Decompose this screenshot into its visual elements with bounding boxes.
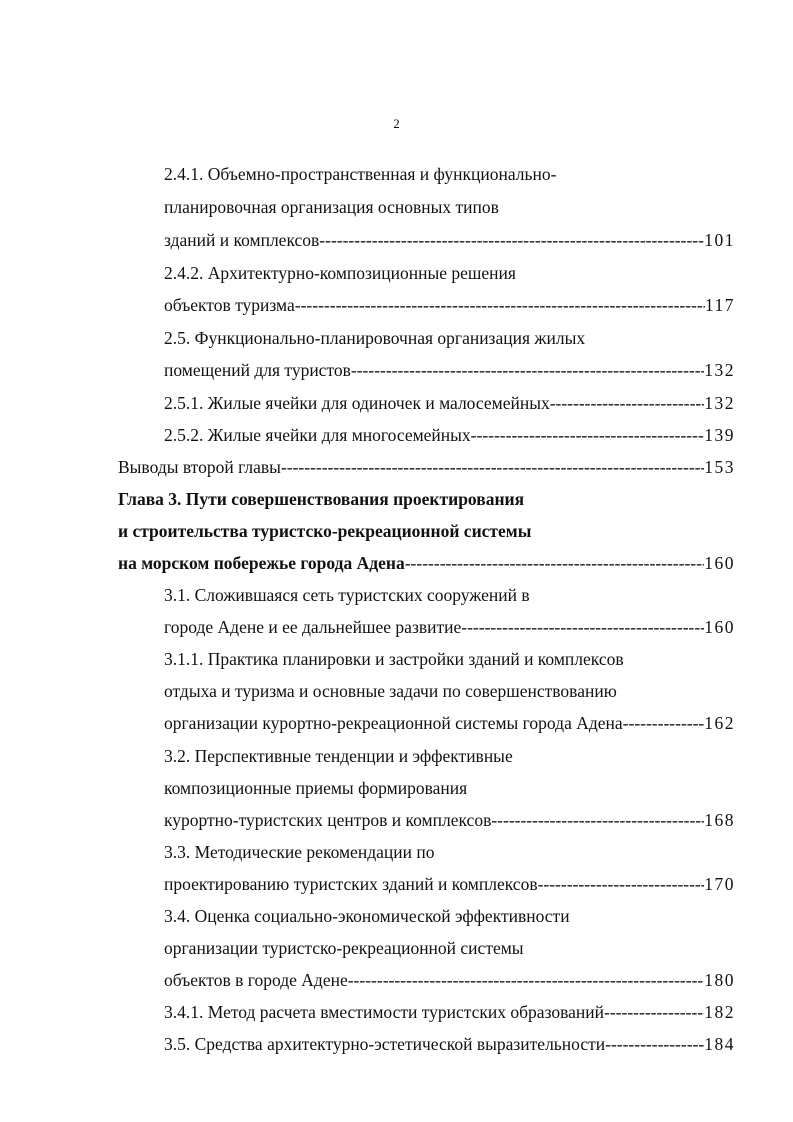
toc-entry-title: 3.1.1. Практика планировки и застройки зданий и комплексов [164, 649, 624, 669]
toc-page-number: 153 [704, 457, 735, 477]
toc-entry-title: отдыха и туризма и основные задачи по совершенствованию [164, 681, 617, 701]
toc-entry-title: 3.3. Методические рекомендации по [164, 842, 435, 862]
toc-leader [295, 292, 705, 318]
toc-entry-title: курортно-туристских центров и комплексов [164, 810, 492, 830]
toc-entry [164, 292, 735, 318]
toc-page-number: 168 [704, 810, 735, 830]
toc-entry-title: помещений для туристов [164, 360, 351, 380]
toc-entry [164, 1031, 735, 1057]
toc-entry [164, 422, 735, 448]
toc-entry-title: организации курортно-рекреационной системы города Адена [164, 713, 623, 733]
toc-page-number: 184 [704, 1034, 735, 1054]
toc-entry-title: 2.5.2. Жилые ячейки для многосемейных [164, 425, 471, 445]
toc-entry-title: Глава 3. Пути совершенствования проектирования [118, 489, 525, 509]
toc-entry-title: объектов туризма [164, 295, 295, 315]
toc-page-number: 139 [704, 425, 735, 445]
toc-entry-title: организации туристско-рекреационной системы [164, 938, 524, 958]
toc-entry [164, 999, 735, 1025]
toc-entry [118, 454, 735, 480]
toc-entry-title: 2.4.2. Архитектурно-композиционные решения [164, 263, 516, 283]
toc-leader [550, 390, 705, 416]
toc-entry-title: Выводы второй главы [118, 457, 281, 477]
toc-leader [604, 999, 704, 1025]
toc-page-number: 160 [704, 553, 735, 573]
toc-page-number: 132 [704, 393, 735, 413]
toc-page-number: 162 [704, 713, 735, 733]
toc-leader [405, 550, 705, 576]
toc-entry [164, 357, 735, 383]
toc-page-number: 101 [704, 230, 735, 250]
toc-entry [164, 614, 735, 640]
toc-entry [164, 390, 735, 416]
toc-entry-title: 2.5.1. Жилые ячейки для одиночек и малосемейных [164, 393, 550, 413]
toc-entry-title: и строительства туристско-рекреационной системы [118, 521, 532, 541]
toc-leader [461, 614, 704, 640]
toc-page-number: 170 [704, 874, 735, 894]
toc-entry-title: 3.2. Перспективные тенденции и эффективные [164, 746, 513, 766]
toc-entry-title: 3.4.1. Метод расчета вместимости туристских образований [164, 1002, 605, 1022]
toc-entry [164, 967, 735, 993]
toc-entry [164, 227, 735, 253]
toc-entry [164, 710, 735, 736]
toc-leader [351, 357, 704, 383]
toc-leader [491, 807, 704, 833]
toc-leader [281, 454, 704, 480]
toc-entry-title: 3.1. Сложившаяся сеть туристских сооружений в [164, 585, 530, 605]
toc-page-number: 132 [704, 360, 735, 380]
toc-leader [605, 1031, 704, 1057]
toc-entry-title: городе Адене и ее дальнейшее развитие [164, 617, 462, 637]
toc-entry-title: композиционные приемы формирования [164, 778, 468, 798]
toc-leader [538, 871, 705, 897]
toc-entry [164, 871, 735, 897]
toc-entry-title: 3.5. Средства архитектурно-эстетической выразительности [164, 1034, 606, 1054]
toc-page-number: 180 [704, 970, 735, 990]
toc-entry-title: 3.4. Оценка социально-экономической эффективности [164, 906, 570, 926]
toc-leader [319, 227, 704, 253]
toc-entry-title: планировочная организация основных типов [164, 197, 499, 217]
toc-entry [118, 550, 735, 576]
toc-leader [471, 422, 705, 448]
toc-entry-title: 2.4.1. Объемно-пространственная и функционально- [164, 164, 557, 184]
toc-entry-title: 2.5. Функционально-планировочная организация жилых [164, 328, 586, 348]
toc-page-number: 117 [704, 295, 735, 315]
toc-page-number: 182 [704, 1002, 735, 1022]
toc-entry-title: объектов в городе Адене [164, 970, 348, 990]
toc-leader [348, 967, 705, 993]
toc-leader [623, 710, 705, 736]
toc-entry [164, 807, 735, 833]
toc-entry-title: проектированию туристских зданий и комплексов [164, 874, 538, 894]
toc-entry-title: зданий и комплексов [164, 230, 320, 250]
page-number: 2 [393, 116, 400, 131]
toc-page-number: 160 [704, 617, 735, 637]
toc-entry-title: на морском побережье города Адена [118, 553, 405, 573]
